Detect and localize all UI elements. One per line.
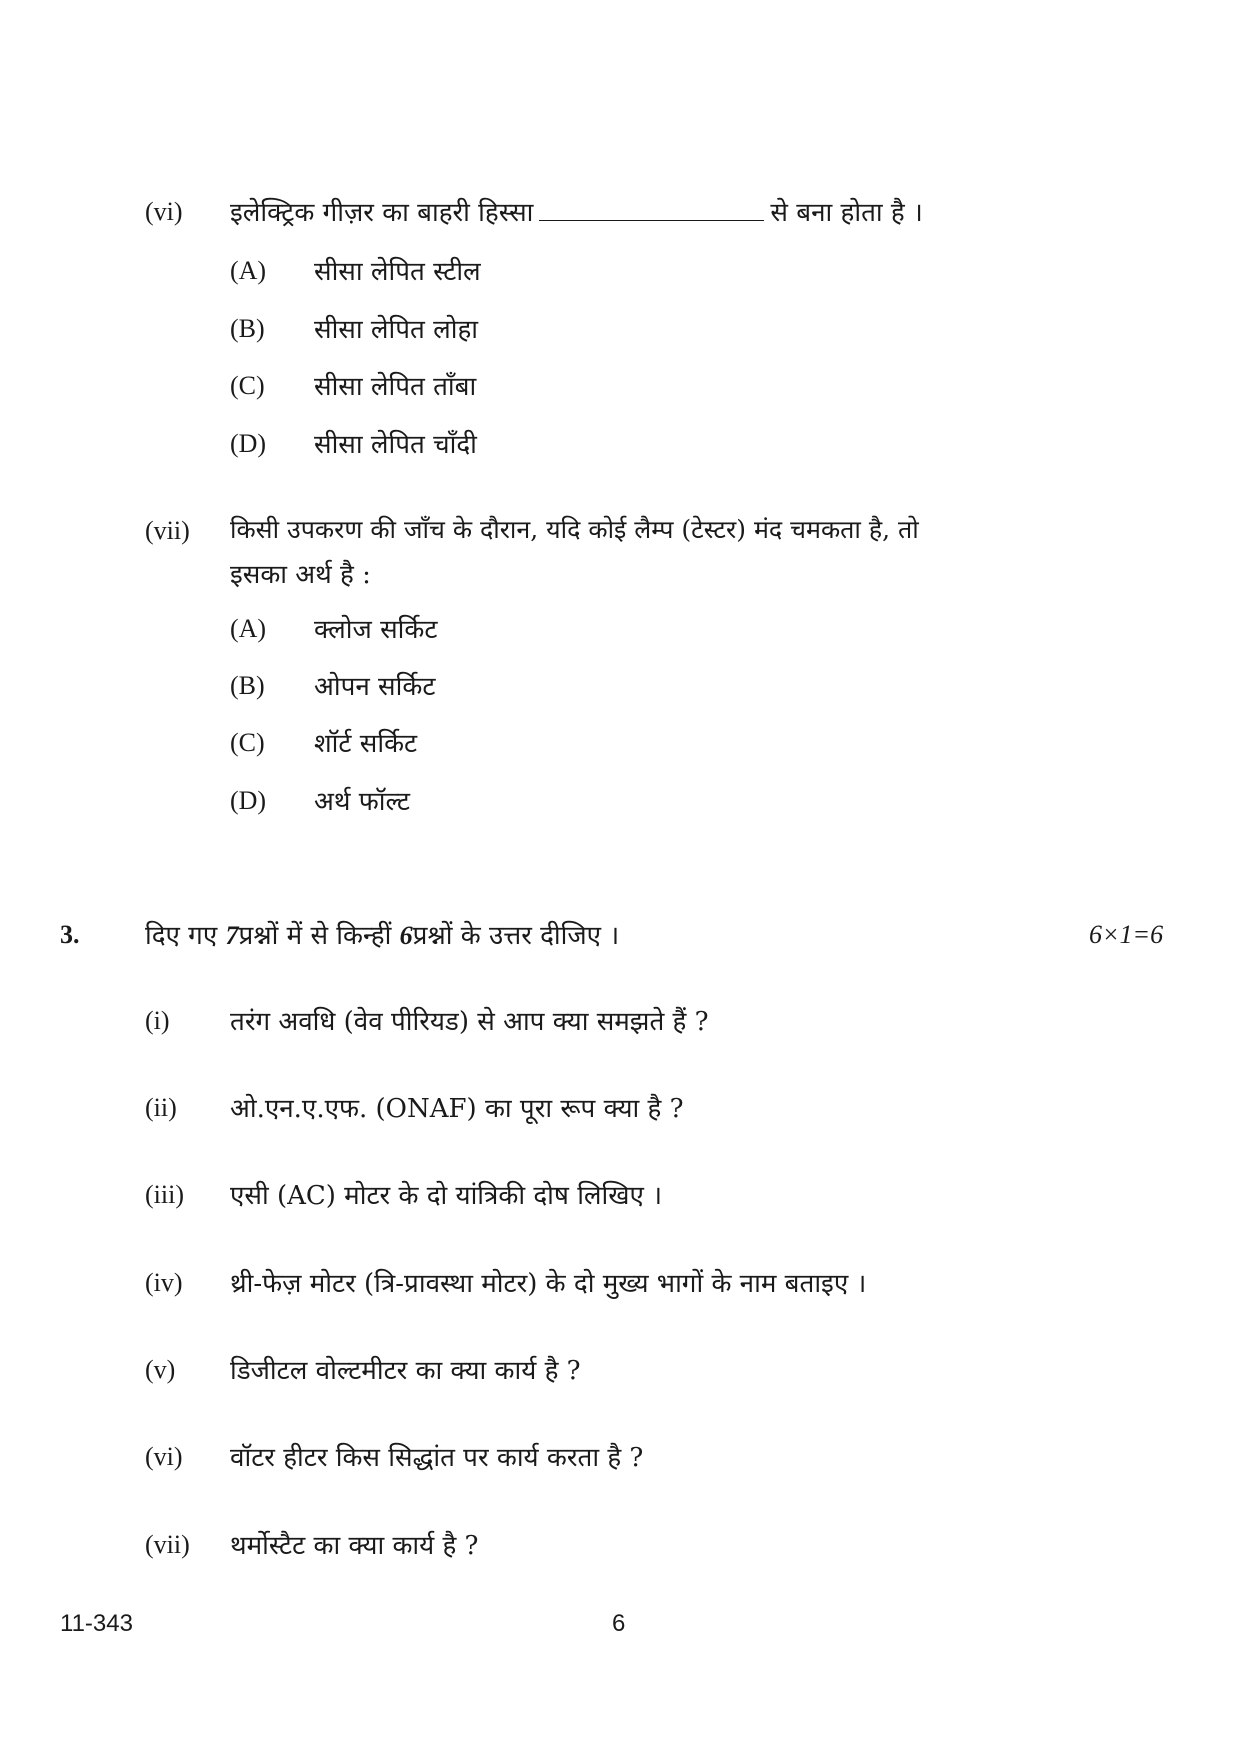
sub-question-number: (v) <box>145 1355 176 1384</box>
sub-question-number: (iv) <box>145 1268 183 1297</box>
question-number: (vii) <box>145 516 190 545</box>
instruction-number-attempt: 6 <box>399 921 413 950</box>
option-label: (C) <box>230 728 265 757</box>
fill-blank <box>539 219 764 221</box>
sub-question-text: ओ.एन.ए.एफ. (ONAF) का पूरा रूप क्या है ? <box>230 1094 684 1124</box>
sub-question-number: (vii) <box>145 1530 190 1559</box>
option-label: (A) <box>230 614 267 643</box>
marks-allocation: 6×1=6 <box>1089 920 1164 949</box>
option-label: (C) <box>230 371 265 400</box>
sub-question-number: (iii) <box>145 1180 184 1209</box>
section-instruction <box>145 916 619 952</box>
sub-question-text: तरंग अवधि (वेव पीरियड) से आप क्या समझते हैं ? <box>230 1007 709 1037</box>
question-text <box>230 193 923 229</box>
sub-question-text: डिजीटल वोल्टमीटर का क्या कार्य है ? <box>230 1356 581 1386</box>
sub-question-text: वॉटर हीटर किस सिद्धांत पर कार्य करता है ? <box>230 1443 644 1473</box>
option-text: ओपन सर्किट <box>314 672 436 702</box>
option-label: (B) <box>230 314 265 343</box>
instruction-text-a: दिए गए <box>145 921 218 951</box>
sub-question-text: एसी (AC) मोटर के दो यांत्रिकी दोष लिखिए । <box>230 1181 663 1211</box>
instruction-number-total: 7 <box>225 921 239 950</box>
option-label: (D) <box>230 429 267 458</box>
option-text: सीसा लेपित स्टील <box>314 257 481 287</box>
option-label: (D) <box>230 786 267 815</box>
question-text-after: से बना होता है । <box>770 198 923 228</box>
question-number: (vi) <box>145 197 183 226</box>
sub-question-text: थ्री-फेज़ मोटर (त्रि-प्रावस्था मोटर) के दो मुख्य भागों के नाम बताइए । <box>230 1269 867 1299</box>
option-text: सीसा लेपित ताँबा <box>314 372 477 402</box>
page-number: 6 <box>612 1610 626 1637</box>
option-label: (A) <box>230 256 267 285</box>
sub-question-number: (vi) <box>145 1442 183 1471</box>
sub-question-text: थर्मोस्टैट का क्या कार्य है ? <box>230 1531 479 1561</box>
option-text: सीसा लेपित चाँदी <box>314 430 477 460</box>
option-text: सीसा लेपित लोहा <box>314 315 479 345</box>
sub-question-number: (i) <box>145 1006 170 1035</box>
question-text-line2: इसका अर्थ है : <box>230 560 371 590</box>
sub-question-number: (ii) <box>145 1093 177 1122</box>
option-label: (B) <box>230 671 265 700</box>
question-text-line1: किसी उपकरण की जाँच के दौरान, यदि कोई लैम्प (टेस्टर) मंद चमकता है, तो <box>230 515 919 544</box>
question-text-before: इलेक्ट्रिक गीज़र का बाहरी हिस्सा <box>230 198 534 228</box>
instruction-text-b: प्रश्नों में से किन्हीं <box>238 921 392 951</box>
paper-code: 11-343 <box>60 1610 133 1637</box>
option-text: क्लोज सर्किट <box>314 615 438 645</box>
section-number: 3. <box>60 920 80 949</box>
instruction-text-c: प्रश्नों के उत्तर दीजिए । <box>412 921 620 951</box>
option-text: शॉर्ट सर्किट <box>314 729 418 759</box>
option-text: अर्थ फॉल्ट <box>314 787 410 817</box>
